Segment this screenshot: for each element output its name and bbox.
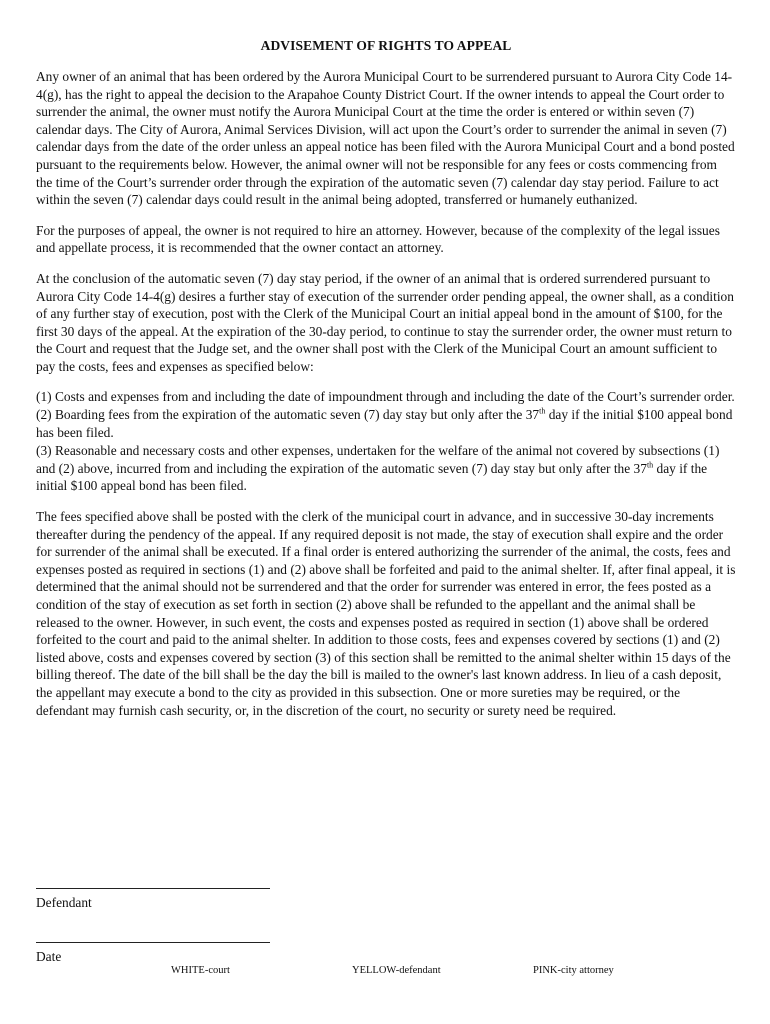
date-signature-block (36, 942, 270, 965)
defendant-label: Defendant (36, 895, 92, 910)
defendant-signature-block (36, 888, 270, 911)
list-item-costs: (1) Costs and expenses from and including the date of impoundment through and including the date of the Court’s surrender order. (36, 388, 735, 404)
copy-yellow-label: YELLOW-defendant (352, 965, 441, 976)
date-signature-line[interactable] (36, 942, 270, 943)
date-label: Date (36, 949, 62, 964)
paragraph-attorney: For the purposes of appeal, the owner is not required to hire an attorney. However, because of the complexity of the legal issues and appellate process, it is recommended that the owner contact an attorney. (36, 222, 720, 256)
document-title: ADVISEMENT OF RIGHTS TO APPEAL (260, 38, 512, 53)
paragraph-right-to-appeal: Any owner of an animal that has been ordered by the Aurora Municipal Court to be surrendered pursuant to Aurora City Code 14-4(g), has the right to appeal the decision to the Arapahoe County District Court. If the owner intends to appeal the Court order to surrender the animal, the owner must notify the Aurora Municipal Court at the time the order is entered or within seven (7) calendar days. The City of Aurora, Animal Services Division, will act upon the Court’s order to surrender the animal in seven (7) calendar days from the date of the order unless an appeal notice has been filed with the Aurora Municipal Court and a bond posted pursuant to the requirements below. However, the animal owner will not be responsible for any fees or costs commencing from the time of the Court’s surrender order through the expiration of the automatic seven (7) calendar day stay period. Failure to act within the seven (7) calendar days could result in the animal being adopted, transferred or humanely euthanized. (36, 69, 735, 208)
list-item-boarding-fees: (2) Boarding fees from the expiration of the automatic seven (7) day stay but only after the 37th day if the initial $100 appeal bond has been filed. (36, 406, 733, 440)
paragraph-fees-posting: The fees specified above shall be posted with the clerk of the municipal court in advance, and in successive 30-day increments thereafter during the pendency of the appeal. If any required deposit is not made, the stay of execution shall expire and the order for surrender of the animal shall be executed. If a final order is entered authorizing the surrender of the animal, the costs, fees and expenses posted as required in sections (1) and (2) above shall be forfeited and paid to the animal shelter. If, after final appeal, it is determined that the animal should not be surrendered and that the order for surrender was entered in error, the fees posted as a condition of the stay of execution as set forth in section (2) above shall be refunded to the appellant and the animal shall be released to the owner. However, in such event, the costs and expenses posted as required in section (1) above shall be ordered forfeited to the court and paid to the animal shelter. In addition to those costs, fees and expenses covered by sections (1) and (2) listed above, costs and expenses covered by section (3) of this section shall be remitted to the animal shelter within 15 days of the billing thereof. The date of the bill shall be the day the bill is mailed to the owner's last known address. In lieu of a cash deposit, the appellant may execute a bond to the city as provided in this subsection. One or more sureties may be required, or the defendant may furnish cash security, or, in the discretion of the court, no security or surety need be required. (36, 509, 736, 718)
fees-list (36, 388, 736, 496)
copy-white-label: WHITE-court (171, 965, 230, 976)
document-body (36, 38, 736, 732)
copy-pink-label: PINK-city attorney (533, 965, 614, 976)
paragraph-stay-of-execution: At the conclusion of the automatic seven (7) day stay period, if the owner of an animal that is ordered surrendered pursuant to Aurora City Code 14-4(g) desires a further stay of execution of the surrender order pending appeal, the owner shall, as a condition of any further stay of execution, post with the Clerk of the Municipal Court an initial appeal bond in the amount of $100, for the first 30 days of the appeal. At the expiration of the 30-day period, to continue to stay the surrender order, the owner must return to the Court and request that the Judge set, and the owner shall post with the Clerk of the Municipal Court an amount sufficient to pay the costs, fees and expenses as specified below: (36, 270, 734, 374)
list-item-other-expenses: (3) Reasonable and necessary costs and other expenses, undertaken for the welfare of the animal not covered by subsections (1) and (2) above, incurred from and including the expiration of the automatic seven (7) day stay but only after the 37th day if the initial $100 appeal bond has been filed. (36, 443, 720, 494)
defendant-signature-line[interactable] (36, 888, 270, 889)
